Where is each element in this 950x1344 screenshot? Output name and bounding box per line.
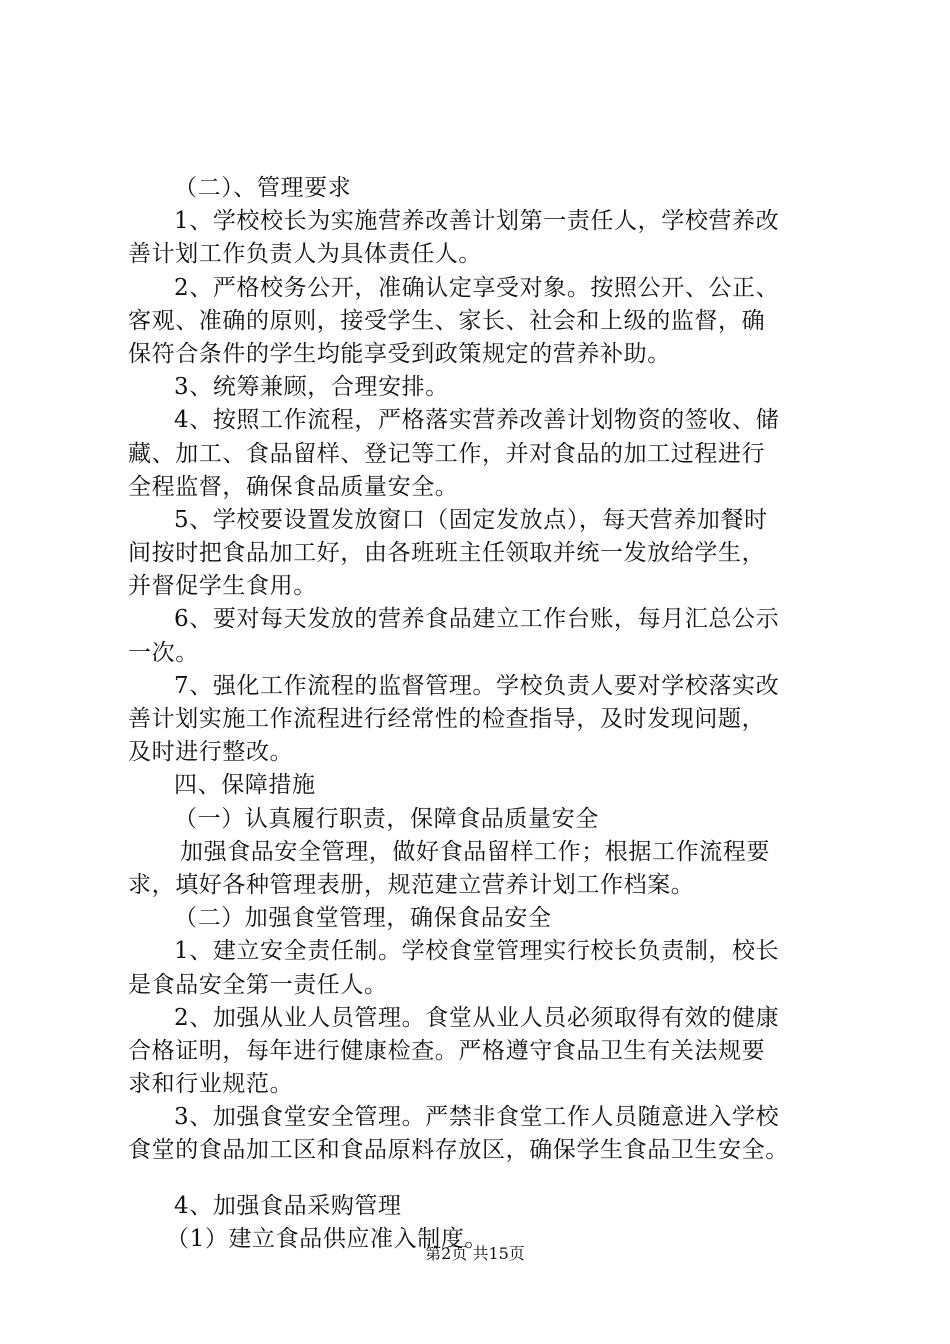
paragraph-line: 一次。 bbox=[128, 639, 199, 666]
paragraph-gap bbox=[128, 1168, 833, 1190]
section-heading: 四、保障措施 bbox=[174, 772, 316, 799]
subsection-heading: （一）认真履行职责，保障食品质量安全 bbox=[174, 805, 599, 832]
paragraph-line: 5、学校要设置发放窗口（固定发放点），每天营养加餐时 bbox=[174, 506, 768, 533]
paragraph-line: 4、按照工作流程，严格落实营养改善计划物资的签收、储 bbox=[174, 407, 780, 434]
paragraph-line: 善计划工作负责人为具体责任人。 bbox=[128, 241, 482, 268]
paragraph-line: 及时进行整改。 bbox=[128, 739, 294, 766]
document-body bbox=[128, 172, 833, 1256]
paragraph-line: 求和行业规范。 bbox=[128, 1071, 294, 1098]
paragraph-line: 7、强化工作流程的监督管理。学校负责人要对学校落实改 bbox=[174, 672, 780, 699]
subsection-heading: （二）加强食堂管理，确保食品安全 bbox=[174, 905, 552, 932]
paragraph-line: 善计划实施工作流程进行经常性的检查指导，及时发现问题， bbox=[128, 706, 766, 732]
paragraph-line: 藏、加工、食品留样、登记等工作，并对食品的加工过程进行 bbox=[128, 440, 766, 467]
paragraph-line: （1）建立食品供应准入制度。 bbox=[166, 1225, 489, 1252]
paragraph-line: 1、建立安全责任制。学校食堂管理实行校长负责制，校长 bbox=[174, 938, 780, 965]
section-heading: （二）、管理要求 bbox=[174, 175, 352, 201]
paragraph-line: 客观、准确的原则，接受学生、家长、社会和上级的监督，确 bbox=[128, 307, 766, 334]
page-number-footer: 第2页 共15页 bbox=[425, 1244, 525, 1263]
subsection-heading: 4、加强食品采购管理 bbox=[174, 1192, 402, 1219]
paragraph-line: 2、加强从业人员管理。食堂从业人员必须取得有效的健康 bbox=[174, 1004, 780, 1031]
paragraph-line: 合格证明，每年进行健康检查。严格遵守食品卫生有关法规要 bbox=[128, 1037, 766, 1064]
paragraph-line: 2、严格校务公开，准确认定享受对象。按照公开、公正、 bbox=[174, 274, 780, 301]
paragraph-line: 加强食品安全管理，做好食品留样工作；根据工作流程要 bbox=[180, 838, 770, 865]
paragraph-line: 1、学校校长为实施营养改善计划第一责任人，学校营养改 bbox=[174, 208, 780, 235]
paragraph-line: 是食品安全第一责任人。 bbox=[128, 971, 388, 998]
paragraph-line: 全程监督，确保食品质量安全。 bbox=[128, 473, 459, 500]
paragraph-line: 保符合条件的学生均能享受到政策规定的营养补助。 bbox=[128, 340, 671, 367]
paragraph-line: 求，填好各种管理表册，规范建立营养计划工作档案。 bbox=[128, 871, 695, 898]
paragraph-line: 3、加强食堂安全管理。严禁非食堂工作人员随意进入学校 bbox=[174, 1104, 780, 1131]
paragraph-line: 6、要对每天发放的营养食品建立工作台账，每月汇总公示 bbox=[174, 606, 780, 633]
paragraph-line: 间按时把食品加工好，由各班班主任领取并统一发放给学生， bbox=[128, 540, 766, 567]
paragraph-line: 3、统筹兼顾，合理安排。 bbox=[174, 374, 449, 401]
paragraph-line: 食堂的食品加工区和食品原料存放区，确保学生食品卫生安全。 bbox=[128, 1137, 789, 1164]
paragraph-line: 并督促学生食用。 bbox=[128, 573, 317, 600]
